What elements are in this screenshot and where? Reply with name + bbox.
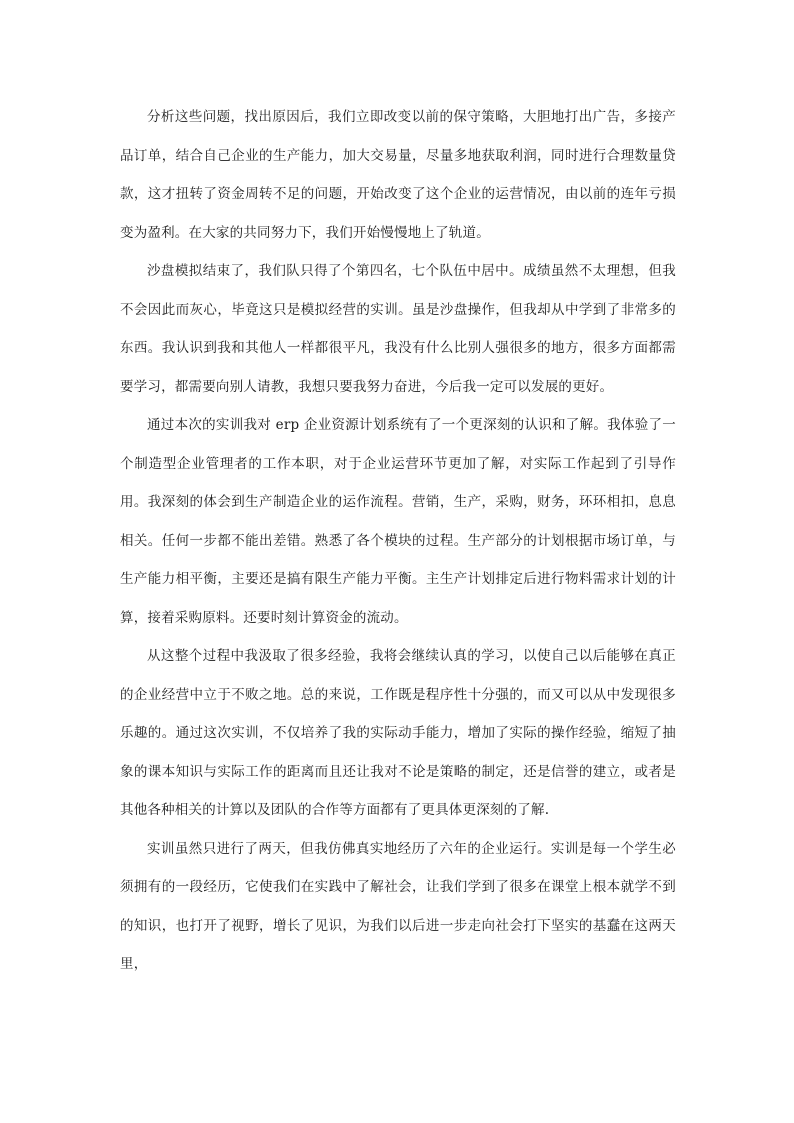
paragraph-3: 通过本次的实训我对 erp 企业资源计划系统有了一个更深刻的认识和了解。我体验了一个制造型企业管理者的工作本职，对于企业运营环节更加了解，对实际工作起到了引导作用。我深刻的体会到生产制造企业的运作流程。营销，生产，采购，财务，环环相扣，息息相关。任何一步都不能出差错。熟悉了各个模块的过程。生产部分的计划根据市场订单，与生产能力相平衡，主要还是搞有限生产能力平衡。主生产计划排定后进行物料需求计划的计算，接着采购原料。还要时刻计算资金的流动。 <box>120 417 676 626</box>
paragraph-1: 分析这些问题，找出原因后，我们立即改变以前的保守策略，大胆地打出广告，多接产品订单，结合自己企业的生产能力，加大交易量，尽量多地获取利润，同时进行合理数量贷款，这才扭转了资金周转不足的问题，开始改变了这个企业的运营情况，由以前的连年亏损变为盈利。在大家的共同努力下，我们开始慢慢地上了轨道。 <box>120 109 676 241</box>
paragraph-2: 沙盘模拟结束了，我们队只得了个第四名，七个队伍中居中。成绩虽然不太理想，但我不会因此而灰心，毕竟这只是模拟经营的实训。虽是沙盘操作，但我却从中学到了非常多的东西。我认识到我和其他人一样都很平凡，我没有什么比别人强很多的地方，很多方面都需要学习，都需要向别人请教，我想只要我努力奋进，今后我一定可以发展的更好。 <box>120 263 676 395</box>
document-body <box>120 98 676 984</box>
paragraph-4: 从这整个过程中我汲取了很多经验，我将会继续认真的学习，以使自己以后能够在真正的企业经营中立于不败之地。总的来说，工作既是程序性十分强的，而又可以从中发现很多乐趣的。通过这次实训，不仅培养了我的实际动手能力，增加了实际的操作经验，缩短了抽象的课本知识与实际工作的距离而且还让我对不论是策略的制定，还是信誉的建立，或者是其他各种相关的计算以及团队的合作等方面都有了更具体更深刻的了解. <box>120 648 676 818</box>
paragraph-5: 实训虽然只进行了两天，但我仿佛真实地经历了六年的企业运行。实训是每一个学生必须拥有的一段经历，它使我们在实践中了解社会，让我们学到了很多在课堂上根本就学不到的知识，也打开了视野，增长了见识，为我们以后进一步走向社会打下坚实的基蠢在这两天里， <box>120 840 676 972</box>
